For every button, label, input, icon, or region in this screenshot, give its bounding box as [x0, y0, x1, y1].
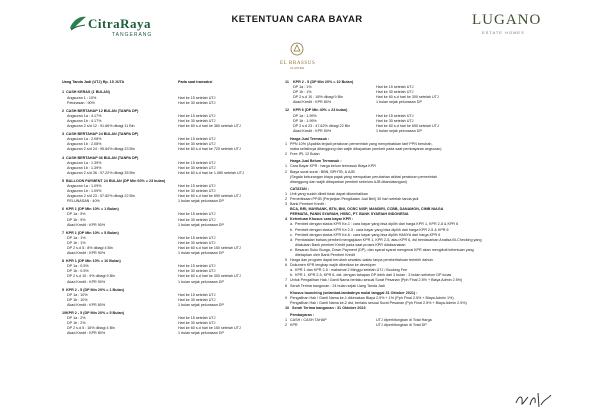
right-column	[285, 80, 540, 328]
list-item: dilakukan Bank pemberi Kredit pada saat proses KPR dilaksanakan	[295, 242, 406, 247]
list-item: d. Pembatalan bahwa pembeli mengajukan KPR 1, KPR 2-5, atau KPR 6, dsl berdasarkan Analisa BI-Checking yang	[290, 237, 482, 242]
list-item: 8 Serah Terima bangunan : 24 bulan sejak Uang Tanda Jadi	[285, 283, 385, 288]
bank-list: PERMATA, PANIN SYARIAH, HSBC, PT. BANK SYARIAH INDONESIA	[290, 212, 409, 217]
table-row: PELUNASAN : 40% 1 bulan sejak pelunasan DP	[67, 199, 224, 204]
list-item: 10 Serah Terima bangunan : 31 Oktober 2023	[285, 305, 366, 310]
table-row: Akad Kredit : KPR 80% 1 bulan sejak pelunasan DP	[67, 302, 224, 307]
table-row: DP 1b : 5% Hari ke 30 setelah UTJ	[67, 217, 216, 222]
list-item: Pengalihan Hak / Ganti Nama ke-2 dst, berlaku sesuai Surat Pesanan (Pph Final 2.5% + Biaya Admin 2.5%)	[290, 300, 467, 305]
table-row: DP 1a : 10% Hari ke 15 setelah UTJ	[67, 292, 216, 297]
list-item: b. KPR 1, KPR 2-5, KPR 6, dst. dengan tahapan DP lebih dari 3 bulan : 3 bulan sebelum DP lunas	[290, 273, 452, 278]
header	[0, 0, 594, 70]
lugano-logo	[472, 12, 552, 42]
table-row: Angsuran 2 s/d 36 : 97.22% dibagi 35 Bln Hari ke 60 s.d hari ke 1.080 setelah UTJ	[67, 170, 244, 175]
page-title: KETENTUAN CARA BAYAR	[231, 14, 363, 25]
table-row: Angsuran 1a : 1.39% Hari ke 15 setelah UTJ	[67, 160, 216, 165]
section-title: 10 KPR 2 - 5 (DP Min 20% = 5 Bulan)	[62, 311, 125, 316]
emblem-name: EL BRASSUS	[280, 61, 316, 66]
section-title: 8 KPR 1 (DP Min 10% = 10 Bulan)	[62, 259, 121, 264]
bank-list: BCA, BRI, MAYBANK, BTN, BNI, OCBC NISP, MANDIRI, CCBB, DANAMON, CIMB NIAGA	[290, 207, 444, 212]
list-item: 7 Untuk Pengalihan Hak / Ganti Nama berlaku sesuai Surat Pesanan (Pph Final 2.5% + Biaya Admin 2.5%)	[285, 278, 463, 283]
table-row: Akad Kredit : KPR 80% 1 bulan sejak pelunasan DP	[67, 331, 224, 336]
brand-right-sub: ESTATE HOMES	[482, 30, 525, 35]
table-row: DP 1b : 0.5% Hari ke 30 setelah UTJ	[67, 269, 216, 274]
intro-row	[62, 80, 282, 85]
brand-left-name: CitraRaya	[88, 16, 151, 31]
section-title: 11 KPR 2 - 5 (DP Min 20% = 10 Bulan)	[285, 80, 354, 84]
section-title: 5 BALLOON PAYMENT 24 BULAN (DP Min 60% = 23 bulan)	[62, 178, 166, 183]
crest-icon	[290, 42, 304, 56]
list-item: 3 Bank Pemberi Kredit :	[285, 202, 326, 207]
table-row: DP 2 s.d 10 : 9% dibagi 9 Bln Hari ke 60 s.d hari ke 300 setelah UTJ	[67, 274, 241, 279]
table-row: Angsuran 1b : 1.09% Hari ke 30 setelah UTJ	[67, 189, 216, 194]
table-row: Angsuran 1a : 4.17% Hari ke 15 setelah UTJ	[67, 113, 216, 118]
table-row: Akad Kredit : KPR 50% 1 bulan sejak pelunasan DP	[293, 128, 422, 133]
list-item: 6 Dokumen KPR lengkap wajib diberikan ke developer	[285, 263, 376, 268]
list-item: e. Besaran Suku Bunga, Down Payment (DP), dan syarat syarat mengenai KPR akan mengikuti ketentuan yang	[290, 247, 474, 252]
table-row: Angsuran 1a : 2.08% Hari ke 15 setelah UTJ	[67, 137, 216, 142]
table-row: Angsuran 2 s/d 23 : 57.82% dibagi 22 Bln Hari ke 60 s.d hari ke 690 setelah UTJ	[67, 194, 241, 199]
list-item: ditanggung dan wajib dibayarkan pembeli sebelum AJB ditandatangani)	[290, 179, 407, 184]
list-item: ditetapkan oleh Bank Pemberi Kredit	[295, 253, 355, 257]
table-row: Akad Kredit : KPR 80% 1 bulan sejak pelunasan DP	[293, 100, 422, 105]
table-row: Angsuran 1b : 4.17% Hari ke 30 setelah UTJ	[67, 118, 216, 123]
table-row: Akad Kredit : KPR 90% 1 bulan sejak pelunasan DP	[67, 251, 224, 256]
table-row: 2 KPR UTJ diperhitungkan di Total DP	[285, 323, 427, 328]
list-item: 5 Harga dan program dapat berubah sewaktu-waktu tanpa pemberitahuan terlebih dahulu	[285, 258, 434, 263]
table-row: Akad Kredit : KPR 90% 1 bulan sejak pelunasan DP	[67, 222, 224, 227]
table-row: 1 CASH / CASH TAHAP UTJ diperhitungkan di Total Harga	[285, 318, 432, 323]
list-item: 1 PPN 10% (Apabila terjadi peraturan pemerintah yang menyebabkan tarif PPN berubah,	[285, 142, 433, 147]
table-row: DP 1b : 10% Hari ke 30 setelah UTJ	[67, 297, 216, 302]
table-row: Angsuran 2 s/d 12 : 91.66% dibagi 11 Bln Hari ke 60 s.d hari ke 360 setelah UTJ	[67, 124, 241, 129]
left-column	[62, 80, 282, 337]
list-item: a. Pembeli dengan status KPR Ke-1 : cara bayar yang bisa dipilih dari harga KPR 1, KPR 2-5 & KPR 6	[290, 222, 459, 227]
brand-right-name: LUGANO	[472, 12, 542, 28]
table-row: DP 1b : 1.99% Hari ke 30 setelah UTJ	[293, 118, 414, 123]
table-row: DP 2 s.d 5 : 8% dibagi 4 Bln Hari ke 60 s.d hari ke 150 setelah UTJ	[67, 246, 241, 251]
section-title: Harga Jual Termasuk :	[290, 136, 330, 141]
intro-label: Uang Tanda Jadi (UTJ) Rp. 15 JUTA	[62, 80, 125, 84]
table-row: DP 1a : 5% Hari ke 15 setelah UTJ	[67, 212, 216, 217]
list-item: 9 Pengalihan Hak / Ganti Nama ke-1 dikenakan Biaya 2.5% + 1% (Pph Final 2.5% + Biaya Admin 1%)	[285, 295, 454, 300]
list-item: 1 Cara Bayar KPR : harga belum termasuk Biaya KPR	[285, 164, 376, 169]
table-row: Pelunasan : 90% Hari ke 30 setelah UTJ	[67, 100, 216, 105]
table-row: DP 2 s.d 5 : 16% dibagi 4 Bln Hari ke 60 s.d hari ke 150 setelah UTJ	[67, 326, 241, 331]
table-row: DP 1a : 1.99% Hari ke 15 setelah UTJ	[293, 113, 414, 118]
list-item: maka selisihnya ditanggung dan wajib dibayarkan pembeli pada saat pembayaran angsuran)	[290, 147, 442, 152]
section-title: 4 CASH BERTAHAP 36 BULAN (TANPA DP)	[62, 155, 139, 160]
section-title: CATATAN :	[290, 186, 309, 191]
table-row: DP 1b : 1% Hari ke 30 setelah UTJ	[67, 240, 216, 245]
table-row: DP 2 s.d 23 : 47.62% dibagi 22 Bln Hari ke 60 s.d hari ke 690 setelah UTJ	[293, 123, 439, 128]
table-row: DP 1a : 1% Hari ke 15 setelah UTJ	[293, 85, 414, 90]
list-item: 2 Biaya surat surat : BBN, BPHTB, & AJB	[285, 169, 355, 174]
table-row: Akad Kredit : KPR 90% 1 bulan sejak pelunasan DP	[67, 279, 224, 284]
table-row: DP 1b : 2% Hari ke 30 setelah UTJ	[67, 321, 216, 326]
section-title: Khusus launching (selambat-lambatnya mulai tanggal 31 Oktober 2021) :	[290, 290, 418, 295]
section-title: 6 KPR 1 (DP Min 10% = 1 Bulan)	[62, 207, 119, 212]
table-row: DP 2 s.d 10 : 18% dibagi 9 Bln Hari ke 60 s.d hari ke 300 setelah UTJ	[293, 95, 439, 100]
list-item: (Segala kekurangan biaya pajak yang merupakan perubahan akibat peraturan pemerintah	[290, 174, 437, 179]
section-title: 12 KPR 6 (DP Min 40% = 23 bulan)	[285, 108, 348, 113]
list-item: 1 Unit yang sudah dibeli tidak dapat dikembalikan	[285, 191, 368, 196]
list-item: c. Pembeli dengan status KPR Ke-6 : cara bayar yang bisa dipilih HANYA dari harga KPR 6	[290, 232, 441, 237]
section-title: 3 CASH BERTAHAP 24 BULAN (TANPA DP)	[62, 132, 139, 137]
table-row: Angsuran 1a : 1.09% Hari ke 15 setelah UTJ	[67, 183, 216, 188]
emblem-sub: CLUSTER	[289, 66, 304, 70]
table-row: Angsuran 1b : 1.39% Hari ke 30 setelah UTJ	[67, 165, 216, 170]
section-title: 1 CASH KERAS (1 BULAN)	[62, 90, 110, 95]
section-title: Harga Jual Belum Termasuk :	[290, 159, 342, 164]
list-item: 2 Free IPL 12 Bulan	[285, 152, 320, 157]
section-title: 7 KPR 1 (DP Min 10% = 5 Bulan)	[62, 230, 119, 235]
table-row: DP 1a : 0.5% Hari ke 15 setelah UTJ	[67, 264, 216, 269]
table-row: DP 1a : 2% Hari ke 15 setelah UTJ	[67, 316, 216, 321]
intro-value: Pada saat transaksi	[178, 80, 213, 84]
section-title: Pembayaran :	[290, 313, 315, 318]
section-title: 2 CASH BERTAHAP 12 BULAN (TANPA DP)	[62, 108, 139, 113]
list-item: b. Pembeli dengan status KPR Ke 2-5 : cara bayar yang bisa dipilih dari harga KPR 2-5 & KPR 6	[290, 227, 449, 232]
list-item: 4 Ketentuan Khusus cara bayar KPR :	[285, 217, 354, 222]
section-title: 9 KPR 2 - 5 (DP Min 20% = 1 Bulan)	[62, 287, 125, 292]
brand-left-sub: TANGERANG	[112, 32, 153, 38]
table-row: DP 1a : 1% Hari ke 15 setelah UTJ	[67, 235, 216, 240]
signature-mark	[514, 389, 554, 411]
table-row: DP 1b : 1% Hari ke 30 setelah UTJ	[293, 90, 414, 95]
cluster-emblem	[280, 42, 314, 74]
table-row: Angsuran 1 : 10% Hari ke 15 setelah UTJ	[67, 95, 216, 100]
list-item: 2 Pemeriksaan PPJB (Perjanjian Pengikatan Jual Beli) 30 hari setelah tanda jadi	[285, 196, 419, 201]
table-row: Angsuran 1b : 2.08% Hari ke 30 setelah UTJ	[67, 142, 216, 147]
list-item: a. KPR 1 dan KPR 2-5 : maksimal 2 Minggu setelah UTJ / Booking Fee	[290, 268, 408, 273]
table-row: Angsuran 2 s/d 24 : 95.84% dibagi 23 Bln Hari ke 60 s.d hari ke 720 setelah UTJ	[67, 147, 241, 152]
